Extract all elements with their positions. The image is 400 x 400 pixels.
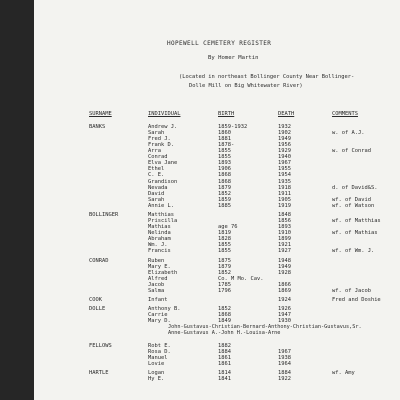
register-page [34, 0, 400, 400]
cell-birth: 1855 [218, 242, 231, 249]
cell-birth: 1868 [218, 178, 231, 185]
cell-death: 1949 [278, 263, 291, 270]
cell-death: 1956 [278, 142, 291, 149]
cell-death: 1928 [278, 269, 291, 276]
cell-death: 1893 [278, 224, 291, 230]
cell-individual: Grandison [148, 178, 178, 185]
cell-birth: 1906 [218, 166, 231, 173]
cell-death: 1905 [278, 196, 291, 203]
cell-individual: Francis [148, 248, 171, 255]
cell-birth: 1796 [218, 287, 231, 294]
cell-individual: Frank D. [148, 142, 174, 149]
cell-birth: Co. M Mo. Cav. [218, 275, 264, 282]
cell-death: 1964 [278, 361, 291, 367]
cell-death: 1924 [278, 297, 291, 303]
cell-birth: 1855 [218, 154, 231, 161]
cell-death: 1954 [278, 172, 291, 179]
cell-birth: age 76 [218, 224, 238, 230]
cell-death: 1949 [278, 136, 291, 143]
cell-individual: Salma [148, 287, 165, 294]
cell-birth: 1785 [218, 281, 231, 288]
cell-surname: COOK [89, 297, 102, 303]
cell-birth: 1852 [218, 269, 231, 276]
cell-birth: 1881 [218, 136, 231, 143]
cell-individual: Nevada [148, 184, 168, 191]
cell-individual: Ethel [148, 166, 165, 173]
family-names-line: Anne-Gustavus A.-John H.-Louisa-Arne [168, 330, 281, 337]
cell-birth: 1882 [218, 342, 231, 349]
cell-death: 1927 [278, 248, 291, 255]
cell-individual: Arra [148, 148, 161, 155]
cell-comment: wf. of Mathias [332, 230, 378, 237]
cell-individual: David [148, 190, 165, 197]
cell-comment: wf. of Matthias [332, 218, 381, 224]
cell-birth: 1879 [218, 184, 231, 191]
cell-individual: Elva Jane [148, 160, 178, 167]
cell-surname: HARTLE [89, 370, 109, 377]
cell-death: 1902 [278, 130, 291, 137]
cell-individual: Priscilla [148, 218, 178, 224]
cell-birth: 1841 [218, 376, 231, 383]
cell-death: 1918 [278, 184, 291, 191]
cell-individual: Lovie [148, 361, 165, 367]
cell-death: 1932 [278, 124, 291, 130]
cell-surname: CONRAD [89, 257, 109, 264]
cell-individual: Robt E. [148, 342, 171, 349]
cell-individual: Carrie [148, 312, 168, 319]
cell-comment: wf. Amy [332, 370, 355, 377]
cell-birth: 1884 [218, 348, 231, 355]
cell-death: 1967 [278, 160, 291, 167]
cell-individual: Mary E. [148, 263, 171, 270]
cell-birth: 1855 [218, 248, 231, 255]
cell-birth: 1868 [218, 312, 231, 319]
header-death: DEATH [278, 111, 295, 117]
cell-death: 1910 [278, 230, 291, 237]
cell-individual: C. E. [148, 172, 165, 179]
cell-death: 1848 [278, 211, 291, 218]
cell-death: 1922 [278, 376, 291, 383]
cell-birth: 1852 [218, 306, 231, 313]
cell-individual: Logan [148, 370, 165, 377]
cell-death: 1919 [278, 202, 291, 209]
cell-individual: Elizabeth [148, 269, 178, 276]
cell-birth: 1849 [218, 318, 231, 325]
cell-death: 1930 [278, 318, 291, 325]
cell-birth: 1875 [218, 257, 231, 264]
cell-comment: wf. of Watson [332, 202, 375, 209]
cell-birth: 1861 [218, 361, 231, 367]
header-comments: COMMENTS [332, 111, 358, 117]
cell-birth: 1859 [218, 196, 231, 203]
cell-death: 1869 [278, 287, 291, 294]
header-individual: INDIVIDUAL [148, 111, 181, 117]
cell-comment: wf. of Wm. J. [332, 248, 375, 255]
cell-birth: 1885 [218, 202, 231, 209]
cell-individual: Annie L. [148, 202, 174, 209]
cell-comment: w. of A.J. [332, 130, 365, 137]
cell-individual: Infant [148, 297, 168, 303]
cell-individual: Conrad [148, 154, 168, 161]
cell-birth: 1868 [218, 172, 231, 179]
author-line: By Homer Martin [208, 55, 259, 61]
cell-death: 1911 [278, 190, 291, 197]
cell-death: 1921 [278, 242, 291, 249]
cell-individual: Anthony B. [148, 306, 181, 313]
location-line-2: Dolle Mill on Big Whitewater River) [189, 83, 303, 89]
cell-surname: BOLLINGER [89, 211, 119, 218]
cell-individual: Matthias [148, 211, 174, 218]
cell-individual: Hy E. [148, 376, 165, 383]
cell-death: 1935 [278, 178, 291, 185]
cell-individual: Wm. J. [148, 242, 168, 249]
cell-birth: 1819 [218, 230, 231, 237]
cell-birth: 1852 [218, 190, 231, 197]
cell-individual: Andrew J. [148, 124, 178, 130]
cell-death: 1856 [278, 218, 291, 224]
cell-individual: Nelinda [148, 230, 171, 237]
family-names-line: John-Gustavus-Christian-Bernard-Anthony-Christian-Gustavus,Sr. [168, 324, 362, 331]
cell-individual: Abraham [148, 236, 171, 243]
cell-birth: 1859-1932 [218, 124, 248, 130]
cell-individual: Mathias [148, 224, 171, 230]
scan-dark-edge [0, 0, 34, 400]
cell-death: 1955 [278, 166, 291, 173]
cell-individual: Ruben [148, 257, 165, 264]
header-surname: SURNAME [89, 111, 112, 117]
cell-birth: 1828 [218, 236, 231, 243]
cell-death: 1938 [278, 355, 291, 361]
cell-comment: d. of David&S. [332, 184, 378, 191]
cell-birth: 1878- [218, 142, 235, 149]
cell-birth: 1879 [218, 263, 231, 270]
page-title: HOPEWELL CEMETERY REGISTER [167, 40, 272, 47]
cell-comment: Fred and Doshie [332, 297, 381, 303]
cell-birth: 1855 [218, 148, 231, 155]
cell-death: 1947 [278, 312, 291, 319]
cell-birth: 1893 [218, 160, 231, 167]
cell-birth: 1860 [218, 130, 231, 137]
cell-individual: Sarah [148, 130, 165, 137]
cell-individual: Jacob [148, 281, 165, 288]
cell-death: 1940 [278, 154, 291, 161]
cell-surname: DOLLE [89, 306, 106, 313]
cell-death: 1884 [278, 370, 291, 377]
cell-individual: Rosa D. [148, 348, 171, 355]
header-birth: BIRTH [218, 111, 235, 117]
cell-death: 1948 [278, 257, 291, 264]
cell-individual: Alfred [148, 275, 168, 282]
cell-surname: BANKS [89, 124, 106, 130]
cell-death: 1926 [278, 306, 291, 313]
cell-birth: 1814 [218, 370, 231, 377]
cell-individual: Mary D. [148, 318, 171, 325]
cell-death: 1866 [278, 281, 291, 288]
cell-individual: Fred J. [148, 136, 171, 143]
cell-individual: Manuel [148, 355, 168, 361]
cell-birth: 1861 [218, 355, 231, 361]
cell-death: 1929 [278, 148, 291, 155]
cell-comment: wf. of Jacob [332, 287, 371, 294]
cell-death: 1967 [278, 348, 291, 355]
cell-comment: w. of Conrad [332, 148, 371, 155]
cell-death: 1899 [278, 236, 291, 243]
cell-individual: Sarah [148, 196, 165, 203]
cell-surname: FELLOWS [89, 342, 112, 349]
cell-comment: wf. of David [332, 196, 371, 203]
location-line-1: (Located in northeast Bollinger County Near Bollinger- [179, 74, 355, 80]
